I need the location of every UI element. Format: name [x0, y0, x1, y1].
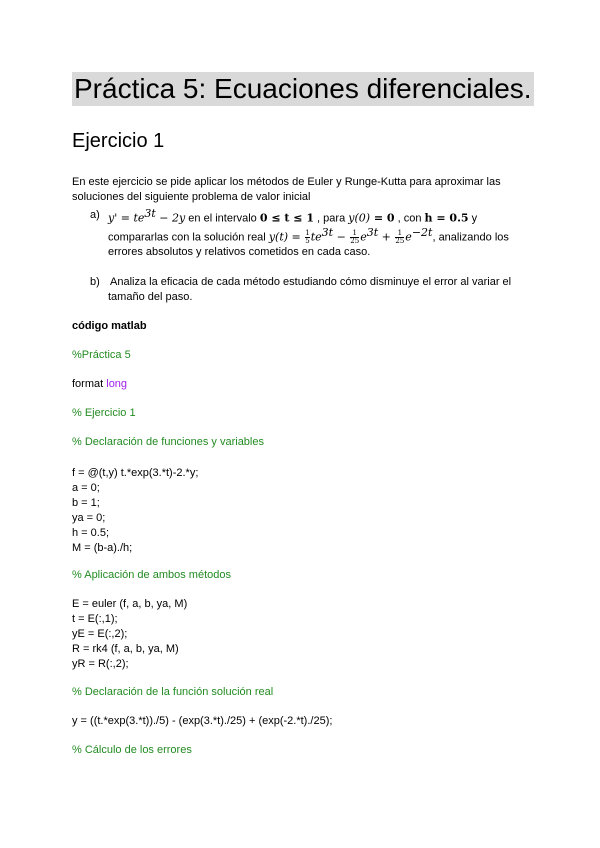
- term-2: e: [360, 230, 367, 244]
- equation-lhs: y' = te: [108, 211, 145, 225]
- intro-line-2: soluciones del siguiente problema de valor inicial: [72, 191, 311, 203]
- item-b-line-1: Analiza la eficacia de cada método estudiando cómo disminuye el error al variar el: [110, 276, 512, 288]
- code-real-solution: y = ((t.*exp(3.*t))./5) - (exp(3.*t)./25) + (exp(-2.*t)./25);: [72, 715, 333, 727]
- code-comment-ejercicio: % Ejercicio 1: [72, 407, 136, 419]
- solution-lhs: y(t) =: [268, 230, 305, 244]
- code-line: a = 0;: [72, 482, 100, 494]
- term-3: e: [405, 230, 412, 244]
- fraction-2: [350, 230, 359, 245]
- fraction-2-den: 25: [350, 237, 360, 246]
- operator-1: −: [333, 230, 350, 244]
- intro-line-1: En este ejercicio se pide aplicar los métodos de Euler y Runge-Kutta para aproximar las: [72, 176, 501, 188]
- initial-rhs: = 0: [370, 211, 395, 225]
- fraction-1: [305, 230, 309, 245]
- initial-lhs: y(0): [348, 211, 371, 225]
- text-con: , con: [394, 212, 425, 225]
- term-1: te: [310, 230, 322, 244]
- fraction-3: [395, 230, 404, 245]
- fraction-3-den: 25: [395, 237, 405, 246]
- item-b-line-2: tamaño del paso.: [108, 291, 193, 303]
- code-line: b = 1;: [72, 497, 100, 509]
- code-line: M = (b-a)./h;: [72, 542, 133, 554]
- equation-rest: − 2y: [155, 211, 186, 225]
- code-line: R = rk4 (f, a, b, ya, M): [72, 643, 179, 655]
- fraction-1-den: 5: [305, 237, 310, 246]
- code-heading: código matlab: [72, 320, 147, 332]
- item-a-line-3: errores absolutos y relativos cometidos en cada caso.: [108, 246, 371, 258]
- code-comment-errores: % Cálculo de los errores: [72, 744, 192, 756]
- text-interval: en el intervalo: [185, 212, 260, 225]
- step-size: h = 0.5: [424, 211, 469, 225]
- equation-exponent: 3t: [144, 207, 156, 220]
- code-format-line: [72, 377, 127, 392]
- code-comment-solucion: % Declaración de la función solución real: [72, 686, 274, 698]
- item-b-label: b): [90, 276, 100, 288]
- fraction-1-num: 1: [305, 229, 310, 238]
- code-declarations: [72, 466, 198, 556]
- text-compare: compararlas con la solución real: [108, 231, 269, 244]
- code-line: t = E(:,1);: [72, 613, 118, 625]
- term-3-exp: −2t: [411, 226, 433, 239]
- fraction-3-num: 1: [395, 230, 404, 238]
- text-para: , para: [314, 212, 349, 225]
- term-1-exp: 3t: [321, 226, 334, 239]
- code-line: yE = E(:,2);: [72, 628, 128, 640]
- code-line: E = euler (f, a, b, ya, M): [72, 598, 188, 610]
- code-apply: [72, 597, 187, 672]
- format-keyword: format: [72, 378, 104, 390]
- text-y: y: [468, 212, 478, 225]
- exercise-heading: Ejercicio 1: [72, 130, 165, 152]
- item-a-line-2: [108, 225, 509, 246]
- item-a-line-1: [108, 206, 477, 227]
- code-line: ya = 0;: [72, 512, 106, 524]
- term-2-exp: 3t: [366, 226, 379, 239]
- item-a-label: a): [90, 209, 100, 221]
- interval: 0 ≤ t ≤ 1: [259, 211, 314, 225]
- code-line: yR = R(:,2);: [72, 658, 129, 670]
- fraction-2-num: 1: [350, 230, 359, 238]
- page-title: Práctica 5: Ecuaciones diferenciales.: [74, 73, 532, 104]
- code-comment-aplicacion: % Aplicación de ambos métodos: [72, 569, 231, 581]
- code-comment-declaracion: % Declaración de funciones y variables: [72, 436, 264, 448]
- text-analyzing: , analizando los: [432, 231, 509, 244]
- code-comment-practica: %Práctica 5: [72, 349, 131, 361]
- code-line: h = 0.5;: [72, 527, 110, 539]
- code-line: f = @(t,y) t.*exp(3.*t)-2.*y;: [72, 467, 199, 479]
- format-value: long: [106, 378, 128, 390]
- operator-2: +: [378, 230, 395, 244]
